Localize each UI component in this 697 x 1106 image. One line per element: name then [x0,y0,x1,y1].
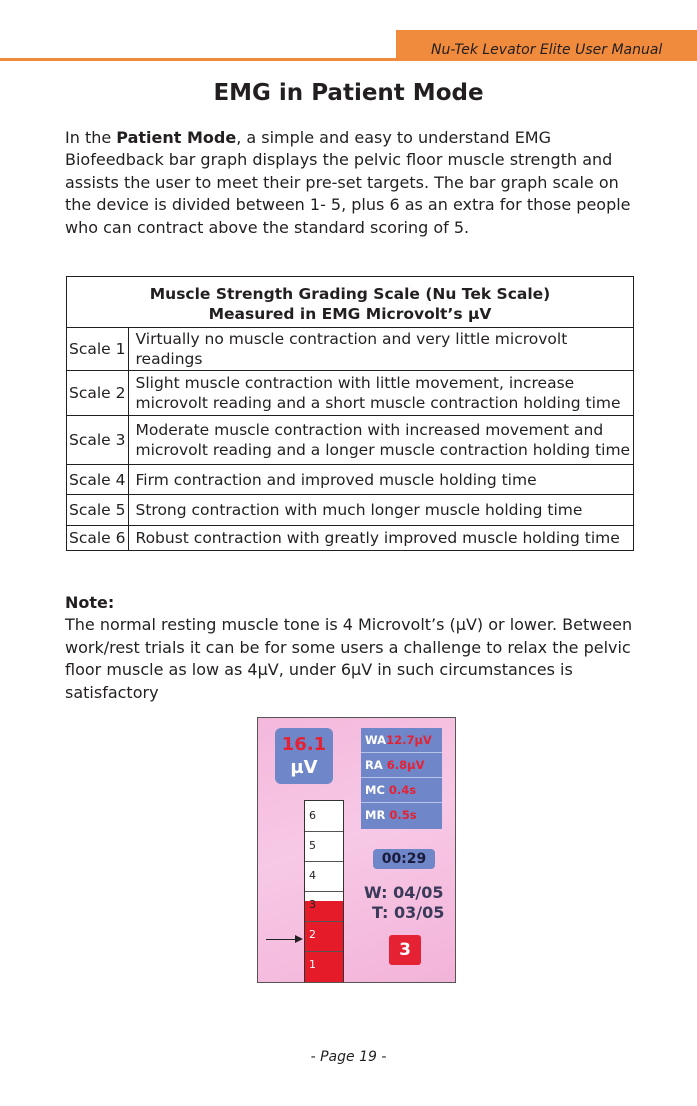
scale-description: Virtually no muscle contraction and very little microvolt readings [128,328,634,371]
manual-title: Nu-Tek Levator Elite User Manual [431,42,663,58]
scale-level: Scale 3 [67,416,129,465]
timer-display: 00:29 [373,849,435,869]
work-trial-counter [364,883,454,923]
emg-bar-graph [304,800,344,983]
intro-bold: Patient Mode [116,128,237,147]
bar-level-label: 5 [309,839,316,852]
scale-level: Scale 5 [67,495,129,526]
scale-level: Scale 1 [67,328,129,371]
param-key: RA [365,758,383,772]
scale-description: Robust contraction with greatly improved muscle holding time [128,526,634,551]
bar-level-label: 4 [309,869,316,882]
work-count: W: 04/05 [364,883,444,902]
bar-level-label: 1 [309,958,316,971]
scale-description: Moderate muscle contraction with increased movement and microvolt reading and a longer muscle contraction holding time [128,416,634,465]
bar-divider [305,861,343,862]
bar-divider [305,831,343,832]
level-indicator: 3 [389,935,421,965]
param-value: 6.8µV [386,758,425,772]
bar-level-label: 3 [309,898,316,911]
param-key: MR [365,808,386,822]
trial-count: T: 03/05 [372,903,445,922]
bar-divider [305,891,343,892]
bar-divider [305,951,343,952]
bar-level-label: 2 [309,928,316,941]
table-row [67,371,634,416]
table-heading-line2: Measured in EMG Microvolt’s µV [208,304,492,323]
param-row-wa [361,728,442,753]
scale-description: Firm contraction and improved muscle holding time [128,465,634,495]
table-row [67,526,634,551]
emg-reading-box [275,728,333,784]
param-row-mc [361,778,442,803]
page-title: EMG in Patient Mode [213,80,484,106]
header-rule [0,58,697,61]
parameter-panel [361,728,442,829]
intro-rest: , a simple and easy to understand EMG Biofeedback bar graph displays the pelvic floor muscle strength and assists the user to meet their pre-set targets. The bar graph scale on the device is divided between 1- 5, plus 6 as an extra for those people who can contract above the standard scoring of 5. [65,128,631,237]
table-row [67,328,634,371]
note-label: Note: [65,593,115,612]
scale-level: Scale 4 [67,465,129,495]
scale-description: Strong contraction with much longer muscle holding time [128,495,634,526]
param-key: WA [365,733,387,747]
param-value: 12.7µV [386,733,432,747]
device-screen [257,717,456,983]
param-row-mr [361,803,442,828]
scale-level: Scale 2 [67,371,129,416]
scale-description: Slight muscle contraction with little movement, increase microvolt reading and a short muscle contraction holding time [128,371,634,416]
muscle-grading-table [66,276,634,551]
intro-paragraph [65,127,645,239]
note-text: The normal resting muscle tone is 4 Microvolt’s (µV) or lower. Between work/rest trials it can be for some users a challenge to relax the pelvic floor muscle as low as 4µV, under 6µV in such circumstances is satisfactory [65,615,633,702]
bar-divider [305,921,343,922]
table-heading-line1: Muscle Strength Grading Scale (Nu Tek Scale) [149,284,551,303]
param-value: 0.5s [389,808,417,822]
scale-level: Scale 6 [67,526,129,551]
param-row-ra [361,753,442,778]
page-number: - Page 19 - [310,1049,387,1065]
intro-prefix: In the [65,128,117,147]
table-row [67,465,634,495]
emg-reading-value: 16.1 [281,734,327,755]
table-header-row [67,277,634,328]
bar-level-label: 6 [309,809,316,822]
table-row [67,495,634,526]
emg-reading-unit: µV [290,757,318,778]
level-arrow-icon [295,935,303,943]
table-heading [67,277,634,328]
param-key: MC [365,783,385,797]
param-value: 0.4s [388,783,417,797]
table-row [67,416,634,465]
